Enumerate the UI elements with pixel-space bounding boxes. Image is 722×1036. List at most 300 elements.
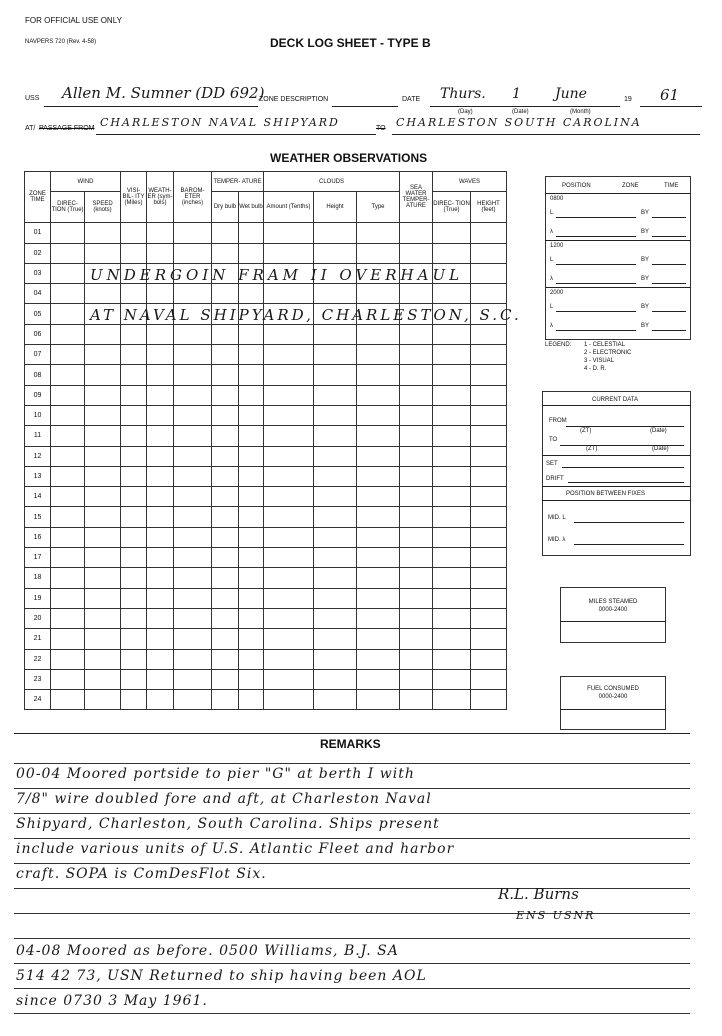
weather-cell: [121, 385, 147, 405]
weather-cell: [239, 466, 264, 486]
weather-cell: [212, 629, 239, 649]
pos-lon-3: λ: [550, 323, 553, 329]
weather-cell: [85, 690, 121, 710]
weather-cell: [400, 629, 433, 649]
weather-row: [25, 527, 507, 547]
weather-cell: [147, 548, 174, 568]
weather-cell: [314, 466, 357, 486]
year-suffix: 61: [660, 86, 680, 104]
remarks-line: 00-04 Moored portside to pier "G" at berth I with: [16, 766, 415, 782]
weather-cell: [400, 223, 433, 243]
weather-cell: [433, 284, 471, 304]
zone-time-cell: 05: [25, 304, 51, 324]
weather-cell: [400, 487, 433, 507]
to-label: TO: [376, 125, 386, 132]
weather-cell: [357, 365, 400, 385]
weather-cell: [121, 649, 147, 669]
signature-1: R.L. Burns: [498, 885, 579, 903]
weather-cell: [471, 345, 507, 365]
weather-cell: [212, 466, 239, 486]
zone-time-cell: 09: [25, 385, 51, 405]
weather-cell: [51, 304, 85, 324]
weather-cell: [433, 223, 471, 243]
weather-cell: [239, 324, 264, 344]
weather-cell: [174, 466, 212, 486]
signature-1-rank: ENS USNR: [516, 909, 596, 922]
weather-cell: [147, 426, 174, 446]
weather-cell: [121, 466, 147, 486]
weather-cell: [147, 568, 174, 588]
zone-time-cell: 11: [25, 426, 51, 446]
weather-cell: [357, 669, 400, 689]
weather-cell: [121, 548, 147, 568]
zone-time-cell: 04: [25, 284, 51, 304]
zone-time-cell: 24: [25, 690, 51, 710]
weather-cell: [51, 608, 85, 628]
weather-cell: [314, 284, 357, 304]
weather-cell: [147, 385, 174, 405]
weather-cell: [174, 649, 212, 669]
weather-cell: [121, 690, 147, 710]
weather-cell: [239, 487, 264, 507]
mid-lat-label: MID. L: [548, 515, 566, 521]
weather-cell: [85, 487, 121, 507]
weather-cell: [85, 649, 121, 669]
weather-cell: [174, 629, 212, 649]
date-label: DATE: [402, 96, 421, 103]
weather-cell: [400, 324, 433, 344]
weather-cell: [147, 588, 174, 608]
weather-cell: [400, 405, 433, 425]
weather-cell: [174, 426, 212, 446]
weather-cell: [239, 385, 264, 405]
weather-row: [25, 324, 507, 344]
date-value: 1: [512, 86, 521, 102]
weather-cell: [314, 548, 357, 568]
pos-lat-2: L: [550, 257, 554, 263]
weather-cell: [433, 405, 471, 425]
pos-time-1200: 1200: [550, 243, 564, 249]
weather-cell: [121, 365, 147, 385]
zone-time-cell: 12: [25, 446, 51, 466]
weather-cell: [85, 669, 121, 689]
col-zone-time: ZONE TIME: [25, 172, 51, 223]
col-dry-bulb: Dry bulb: [212, 192, 239, 223]
weather-cell: [314, 608, 357, 628]
weather-cell: [212, 568, 239, 588]
weather-cell: [433, 649, 471, 669]
weather-cell: [174, 405, 212, 425]
weather-table: [24, 171, 507, 710]
col-wave-direction: DIREC- TION (True): [433, 192, 471, 223]
weather-cell: [147, 507, 174, 527]
weather-cell: [314, 223, 357, 243]
col-wave-height: HEIGHT (feet): [471, 192, 507, 223]
weather-row: [25, 345, 507, 365]
weather-cell: [51, 548, 85, 568]
weather-row: [25, 284, 507, 304]
weather-cell: [174, 446, 212, 466]
pos-by-6: BY: [641, 323, 650, 329]
weather-cell: [212, 426, 239, 446]
weather-cell: [433, 588, 471, 608]
month-value: June: [555, 86, 587, 102]
page-title: DECK LOG SHEET - TYPE B: [270, 36, 431, 50]
weather-cell: [357, 324, 400, 344]
weather-cell: [51, 405, 85, 425]
fuel-consumed-range: 0000-2400: [598, 694, 628, 700]
weather-cell: [212, 446, 239, 466]
weather-row: [25, 629, 507, 649]
weather-cell: [121, 568, 147, 588]
weather-cell: [239, 669, 264, 689]
weather-cell: [239, 548, 264, 568]
weather-cell: [85, 588, 121, 608]
weather-cell: [239, 365, 264, 385]
zone-col-label: ZONE: [622, 183, 639, 189]
weather-observations-title: WEATHER OBSERVATIONS: [270, 151, 428, 165]
weather-cell: [147, 223, 174, 243]
position-between-fixes-title: POSITION BETWEEN FIXES: [566, 491, 646, 497]
weather-cell: [314, 507, 357, 527]
weather-cell: [471, 466, 507, 486]
weather-cell: [121, 284, 147, 304]
weather-cell: [314, 649, 357, 669]
pos-by-5: BY: [641, 304, 650, 310]
weather-cell: [357, 446, 400, 466]
weather-cell: [174, 690, 212, 710]
weather-cell: [174, 507, 212, 527]
col-wind-direction: DIREC- TION (True): [51, 192, 85, 223]
weather-cell: [51, 324, 85, 344]
weather-cell: [121, 629, 147, 649]
weather-cell: [400, 385, 433, 405]
current-from-label: FROM: [549, 418, 567, 424]
miles-steamed-label: MILES STEAMED: [588, 599, 638, 605]
weather-cell: [471, 487, 507, 507]
weather-cell: [85, 243, 121, 263]
weather-cell: [264, 385, 314, 405]
weather-cell: [471, 669, 507, 689]
weather-row: [25, 548, 507, 568]
weather-cell: [264, 345, 314, 365]
weather-cell: [147, 690, 174, 710]
weather-cell: [121, 446, 147, 466]
weather-cell: [400, 243, 433, 263]
weather-cell: [85, 324, 121, 344]
col-waves: WAVES: [433, 172, 507, 192]
weather-cell: [147, 243, 174, 263]
weather-cell: [264, 608, 314, 628]
weather-cell: [471, 568, 507, 588]
current-date-2: (Date): [652, 446, 669, 452]
weather-cell: [85, 608, 121, 628]
weather-cell: [471, 243, 507, 263]
weather-cell: [239, 690, 264, 710]
month-caption: (Month): [570, 109, 591, 115]
weather-cell: [264, 548, 314, 568]
weather-cell: [400, 669, 433, 689]
weather-cell: [400, 507, 433, 527]
weather-cell: [51, 426, 85, 446]
miles-steamed-box: [560, 587, 666, 643]
weather-cell: [147, 669, 174, 689]
weather-cell: [51, 527, 85, 547]
weather-cell: [264, 527, 314, 547]
weather-row: [25, 649, 507, 669]
weather-row: [25, 426, 507, 446]
weather-cell: [212, 385, 239, 405]
weather-cell: [357, 487, 400, 507]
weather-row: [25, 608, 507, 628]
weather-cell: [471, 548, 507, 568]
zone-time-cell: 21: [25, 629, 51, 649]
weather-cell: [433, 527, 471, 547]
zone-time-cell: 16: [25, 527, 51, 547]
weather-cell: [357, 608, 400, 628]
weather-cell: [212, 548, 239, 568]
weather-cell: [212, 223, 239, 243]
weather-cell: [400, 284, 433, 304]
time-col-label: TIME: [664, 183, 679, 189]
weather-cell: [51, 629, 85, 649]
pos-lat-3: L: [550, 304, 554, 310]
fuel-consumed-label: FUEL CONSUMED: [587, 686, 639, 692]
weather-cell: [314, 345, 357, 365]
weather-row: [25, 243, 507, 263]
weather-cell: [357, 223, 400, 243]
weather-cell: [85, 466, 121, 486]
current-data-title: CURRENT DATA: [592, 397, 639, 403]
weather-cell: [400, 608, 433, 628]
weather-row: [25, 690, 507, 710]
weather-cell: [471, 324, 507, 344]
legend-dr: 4 - D. R.: [584, 366, 607, 372]
col-sea-temp: SEA WATER TEMPER- ATURE: [400, 172, 433, 223]
weather-row: [25, 507, 507, 527]
weather-cell: [85, 385, 121, 405]
weather-cell: [147, 284, 174, 304]
weather-cell: [400, 588, 433, 608]
weather-row: [25, 568, 507, 588]
weather-cell: [147, 324, 174, 344]
ship-name: Allen M. Sumner (DD 692): [62, 84, 265, 102]
weather-cell: [239, 507, 264, 527]
weather-row: [25, 223, 507, 243]
current-date-1: (Date): [650, 428, 667, 434]
pos-lon-1: λ: [550, 229, 553, 235]
current-data-box: [542, 391, 691, 556]
col-barometer: BAROM- ETER (inches): [174, 172, 212, 223]
weather-cell: [147, 527, 174, 547]
weather-cell: [239, 568, 264, 588]
weather-cell: [212, 365, 239, 385]
weather-cell: [471, 446, 507, 466]
weather-cell: [264, 568, 314, 588]
weather-cell: [239, 284, 264, 304]
weather-cell: [314, 527, 357, 547]
fuel-consumed-box: [560, 676, 666, 730]
zone-time-cell: 06: [25, 324, 51, 344]
weather-cell: [400, 426, 433, 446]
weather-cell: [314, 324, 357, 344]
weather-cell: [174, 223, 212, 243]
weather-cell: [400, 365, 433, 385]
zone-time-cell: 03: [25, 263, 51, 283]
weather-cell: [51, 649, 85, 669]
weather-cell: [357, 527, 400, 547]
weather-cell: [51, 223, 85, 243]
weather-cell: [433, 629, 471, 649]
weather-cell: [147, 365, 174, 385]
weather-cell: [357, 466, 400, 486]
weather-cell: [264, 446, 314, 466]
weather-cell: [264, 690, 314, 710]
weather-cell: [314, 365, 357, 385]
zone-time-cell: 14: [25, 487, 51, 507]
weather-cell: [357, 405, 400, 425]
weather-cell: [471, 629, 507, 649]
remarks-line: craft. SOPA is ComDesFlot Six.: [16, 866, 267, 882]
remarks-title: REMARKS: [320, 737, 381, 751]
weather-cell: [314, 426, 357, 446]
weather-cell: [174, 345, 212, 365]
weather-cell: [212, 345, 239, 365]
weather-cell: [85, 527, 121, 547]
weather-cell: [121, 527, 147, 547]
zone-time-cell: 07: [25, 345, 51, 365]
current-drift-label: DRIFT: [546, 476, 564, 482]
weather-cell: [264, 507, 314, 527]
weather-cell: [433, 385, 471, 405]
col-cloud-type: Type: [357, 192, 400, 223]
weather-cell: [264, 365, 314, 385]
weather-cell: [314, 243, 357, 263]
position-box: [545, 176, 691, 340]
weather-row: [25, 365, 507, 385]
weather-cell: [264, 324, 314, 344]
weather-cell: [433, 426, 471, 446]
weather-cell: [471, 649, 507, 669]
weather-cell: [212, 649, 239, 669]
weather-row: [25, 588, 507, 608]
remarks-line: since 0730 3 May 1961.: [16, 993, 208, 1009]
weather-cell: [400, 690, 433, 710]
col-wet-bulb: Wet bulb: [239, 192, 264, 223]
legend-celestial: 1 - CELESTIAL: [584, 342, 626, 348]
weather-cell: [433, 568, 471, 588]
weather-cell: [400, 466, 433, 486]
pos-time-0800: 0800: [550, 196, 564, 202]
weather-cell: [51, 568, 85, 588]
weather-cell: [433, 690, 471, 710]
zone-time-cell: 19: [25, 588, 51, 608]
weather-cell: [471, 588, 507, 608]
weather-cell: [174, 588, 212, 608]
weather-cell: [433, 507, 471, 527]
weather-cell: [212, 324, 239, 344]
weather-cell: [314, 405, 357, 425]
weather-cell: [314, 446, 357, 466]
weather-cell: [264, 629, 314, 649]
weather-note-line1: UNDERGOIN FRAM II OVERHAUL: [90, 266, 464, 284]
weather-cell: [314, 629, 357, 649]
weather-cell: [433, 345, 471, 365]
col-wind-speed: SPEED (knots): [85, 192, 121, 223]
weather-cell: [174, 365, 212, 385]
weather-cell: [212, 487, 239, 507]
weather-cell: [212, 507, 239, 527]
passage-from-label: PASSAGE FROM: [39, 125, 95, 132]
weather-cell: [239, 405, 264, 425]
remarks-line: 514 42 73, USN Returned to ship having been AOL: [16, 968, 427, 984]
weather-cell: [433, 324, 471, 344]
weather-cell: [174, 568, 212, 588]
weather-cell: [314, 669, 357, 689]
weather-cell: [85, 629, 121, 649]
weather-cell: [357, 649, 400, 669]
weather-cell: [174, 324, 212, 344]
weather-cell: [121, 487, 147, 507]
weather-cell: [51, 669, 85, 689]
weather-row: [25, 385, 507, 405]
weather-cell: [471, 507, 507, 527]
weather-cell: [85, 446, 121, 466]
weather-cell: [147, 629, 174, 649]
legend-visual: 3 - VISUAL: [584, 358, 615, 364]
weather-cell: [433, 669, 471, 689]
weather-cell: [51, 345, 85, 365]
weather-cell: [147, 446, 174, 466]
weather-cell: [85, 284, 121, 304]
uss-label: USS: [25, 95, 40, 102]
weather-cell: [239, 446, 264, 466]
weather-cell: [264, 223, 314, 243]
weather-cell: [51, 690, 85, 710]
weather-cell: [471, 223, 507, 243]
weather-cell: [51, 284, 85, 304]
weather-cell: [400, 649, 433, 669]
weather-cell: [121, 243, 147, 263]
current-zt-1: (ZT): [580, 428, 592, 434]
weather-cell: [264, 588, 314, 608]
weather-cell: [174, 284, 212, 304]
weather-cell: [357, 385, 400, 405]
to-value: CHARLESTON SOUTH CAROLINA: [396, 116, 642, 129]
zone-time-cell: 10: [25, 405, 51, 425]
weather-cell: [357, 426, 400, 446]
weather-cell: [471, 690, 507, 710]
weather-cell: [51, 487, 85, 507]
weather-cell: [212, 588, 239, 608]
official-use-label: FOR OFFICIAL USE ONLY: [25, 16, 122, 25]
weather-cell: [357, 345, 400, 365]
weather-row: [25, 405, 507, 425]
weather-cell: [85, 568, 121, 588]
year-prefix: 19: [624, 96, 632, 103]
weather-cell: [314, 568, 357, 588]
zone-time-cell: 17: [25, 548, 51, 568]
weather-cell: [400, 568, 433, 588]
weather-cell: [85, 223, 121, 243]
col-temperature: TEMPER- ATURE: [212, 172, 264, 192]
weather-cell: [239, 426, 264, 446]
weather-cell: [264, 243, 314, 263]
weather-cell: [400, 548, 433, 568]
weather-cell: [471, 385, 507, 405]
col-weather: WEATH- ER (sym- bols): [147, 172, 174, 223]
weather-cell: [174, 548, 212, 568]
